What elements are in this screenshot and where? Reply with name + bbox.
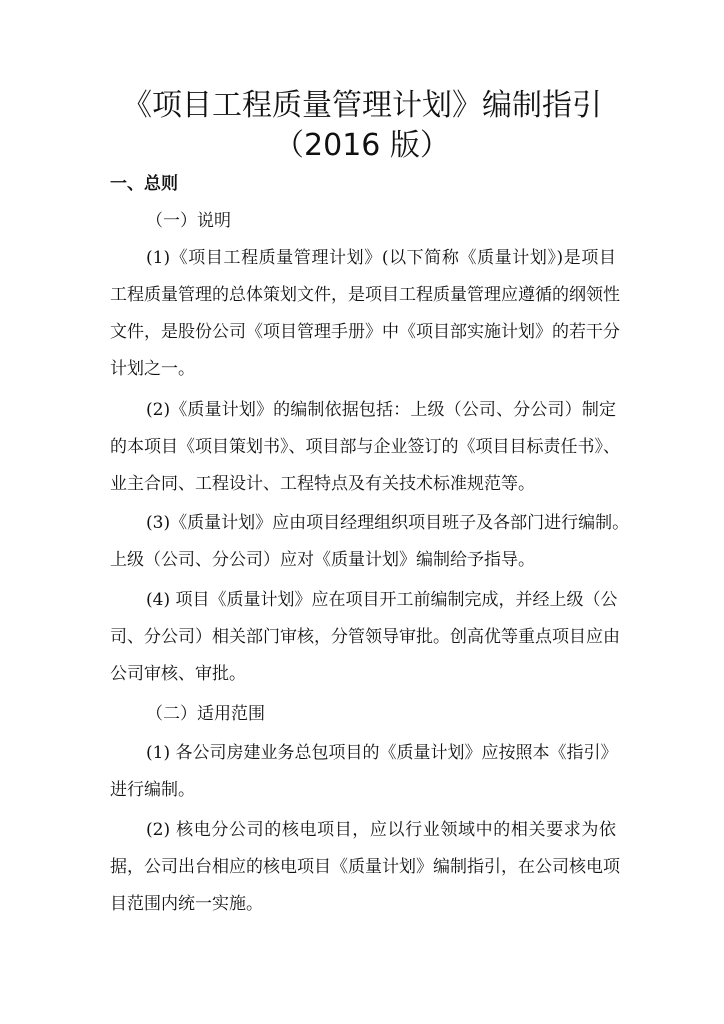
paragraph-line: 目范围内统一实施。 <box>110 894 263 914</box>
paragraph-line: (1)《项目工程质量管理计划》(以下简称《质量计划》)是项目 <box>146 248 616 268</box>
paragraph-line: 公司审核、审批。 <box>110 664 246 684</box>
paragraph-line: (2)《质量计划》的编制依据包括：上级（公司、分公司）制定 <box>146 400 616 420</box>
paragraph-line: (3)《质量计划》应由项目经理组织项目班子及各部门进行编制。 <box>146 513 630 533</box>
paragraph-line: 工程质量管理的总体策划文件，是项目工程质量管理应遵循的纲领性 <box>110 285 620 305</box>
subsection-heading-description: （一）说明 <box>146 211 231 231</box>
paragraph-line: 的本项目《项目策划书》、项目部与企业签订的《项目目标责任书》、 <box>110 437 620 457</box>
paragraph-line: (1) 各公司房建业务总包项目的《质量计划》应按照本《指引》 <box>146 743 618 763</box>
paragraph-line: 上级（公司、分公司）应对《质量计划》编制给予指导。 <box>110 550 535 570</box>
subsection-heading-scope: （二）适用范围 <box>146 704 265 724</box>
paragraph-line: 文件，是股份公司《项目管理手册》中《项目部实施计划》的若干分 <box>110 322 620 342</box>
section-heading-general: 一、总则 <box>110 174 178 194</box>
paragraph-line: (4) 项目《质量计划》应在项目开工前编制完成，并经上级（公 <box>146 590 618 610</box>
paragraph-line: 业主合同、工程设计、工程特点及有关技术标准规范等。 <box>110 474 535 494</box>
paragraph-line: 计划之一。 <box>110 359 195 379</box>
paragraph-line: (2) 核电分公司的核电项目，应以行业领域中的相关要求为依 <box>146 820 616 840</box>
document-edition: （2016 版） <box>274 128 450 163</box>
paragraph-line: 进行编制。 <box>110 780 195 800</box>
paragraph-line: 据，公司出台相应的核电项目《质量计划》编制指引，在公司核电项 <box>110 857 620 877</box>
document-title: 《项目工程质量管理计划》编制指引 <box>122 88 602 123</box>
paragraph-line: 司、分公司）相关部门审核，分管领导审批。创高优等重点项目应由 <box>110 627 620 647</box>
